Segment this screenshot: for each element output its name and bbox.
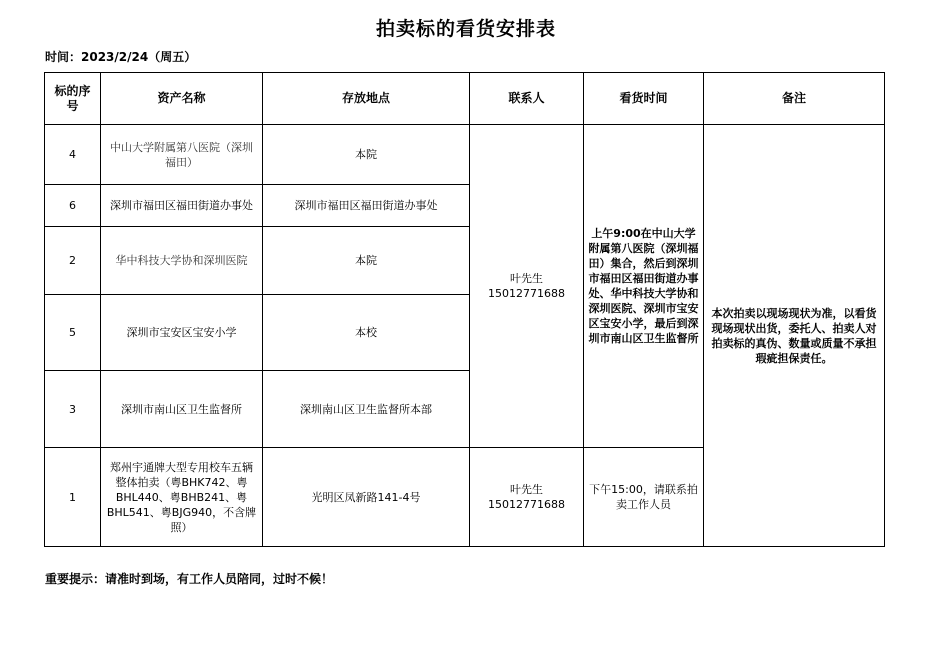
- contact-phone: 15012771688: [488, 498, 565, 511]
- table-row: [45, 125, 885, 185]
- row-location: 深圳南山区卫生监督所本部: [263, 371, 470, 448]
- row-location: 深圳市福田区福田街道办事处: [263, 185, 470, 227]
- row-asset: 华中科技大学协和深圳医院: [101, 227, 263, 295]
- row-seq: 4: [45, 125, 101, 185]
- viewing-time-cell: 上午9:00在中山大学附属第八医院（深圳福田）集合，然后到深圳市福田区福田街道办事处、华中科技大学协和深圳医院、深圳市宝安区宝安小学，最后到深圳市南山区卫生监督所: [584, 125, 704, 448]
- header-seq: 标的序号: [45, 73, 101, 125]
- page-title: 拍卖标的看货安排表: [375, 18, 556, 40]
- row-location: 本校: [263, 295, 470, 371]
- row-location: 本院: [263, 125, 470, 185]
- contact-cell: [470, 448, 584, 547]
- row-location: 光明区凤新路141-4号: [263, 448, 470, 547]
- row-seq: 2: [45, 227, 101, 295]
- row-seq: 5: [45, 295, 101, 371]
- header-row: [45, 73, 885, 125]
- row-asset: 深圳市福田区福田街道办事处: [101, 185, 263, 227]
- contact-name: 叶先生: [510, 272, 543, 285]
- remark-cell: 本次拍卖以现场现状为准，以看货现场现状出货，委托人、拍卖人对拍卖标的真伪、数量或质量不承担瑕疵担保责任。: [704, 125, 885, 547]
- row-asset: 深圳市南山区卫生监督所: [101, 371, 263, 448]
- header-asset: 资产名称: [101, 73, 263, 125]
- contact-cell: [470, 125, 584, 448]
- row-asset: 深圳市宝安区宝安小学: [101, 295, 263, 371]
- header-contact: 联系人: [470, 73, 584, 125]
- header-viewing-time: 看货时间: [584, 73, 704, 125]
- row-location: 本院: [263, 227, 470, 295]
- date-line: 时间：2023/2/24（周五）: [45, 50, 197, 64]
- important-note: 重要提示：请准时到场，有工作人员陪同，过时不候！: [45, 572, 334, 586]
- row-seq: 6: [45, 185, 101, 227]
- contact-phone: 15012771688: [488, 287, 565, 300]
- row-asset: 中山大学附属第八医院（深圳福田）: [101, 125, 263, 185]
- viewing-schedule-table: [44, 72, 885, 547]
- contact-name: 叶先生: [510, 483, 543, 496]
- row-asset: 郑州宇通牌大型专用校车五辆整体拍卖（粤BHK742、粤BHL440、粤BHB241、粤BHL541、粤BJG940，不含牌照）: [101, 448, 263, 547]
- header-remark: 备注: [704, 73, 885, 125]
- row-seq: 1: [45, 448, 101, 547]
- viewing-time-cell: 下午15:00，请联系拍卖工作人员: [584, 448, 704, 547]
- row-seq: 3: [45, 371, 101, 448]
- header-location: 存放地点: [263, 73, 470, 125]
